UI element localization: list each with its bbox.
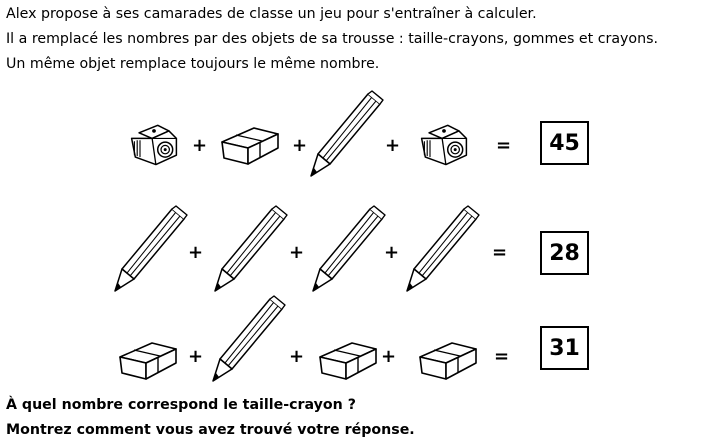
pencil-icon: [404, 205, 484, 295]
plus-sign: +: [289, 346, 305, 367]
equals-sign: =: [492, 242, 508, 263]
problem-intro: [6, 2, 658, 77]
intro-line-3: Un même objet remplace toujours le même nombre.: [6, 56, 380, 72]
pencil-icon: [308, 90, 388, 180]
plus-sign: +: [384, 242, 400, 263]
equation-row-2: [0, 203, 708, 295]
equation-row-3: [0, 293, 708, 388]
intro-line-1: Alex propose à ses camarades de classe un jeu pour s'entraîner à calculer.: [6, 6, 537, 22]
plus-sign: +: [188, 242, 204, 263]
plus-sign: +: [385, 135, 401, 156]
plus-sign: +: [289, 242, 305, 263]
intro-line-2: Il a remplacé les nombres par des objets de sa trousse : taille-crayons, gommes et crayons.: [6, 31, 659, 47]
plus-sign: +: [292, 135, 308, 156]
eraser-icon: [416, 337, 480, 383]
question-line-2: Montrez comment vous avez trouvé votre réponse.: [6, 422, 415, 438]
equals-sign: =: [494, 346, 510, 367]
result-box: 45: [540, 121, 589, 165]
question: [6, 393, 415, 443]
result-box: 28: [540, 231, 589, 275]
eraser-icon: [218, 122, 282, 168]
question-line-1: À quel nombre correspond le taille-crayon ?: [6, 397, 356, 413]
plus-sign: +: [188, 346, 204, 367]
sharpener-icon: [414, 116, 474, 172]
pencil-icon: [112, 205, 192, 295]
equals-sign: =: [496, 135, 512, 156]
plus-sign: +: [192, 135, 208, 156]
eraser-icon: [316, 337, 380, 383]
pencil-icon: [310, 205, 390, 295]
result-box: 31: [540, 326, 589, 370]
sharpener-icon: [124, 116, 184, 172]
plus-sign: +: [381, 346, 397, 367]
equation-row-1: [0, 88, 708, 180]
eraser-icon: [116, 337, 180, 383]
pencil-icon: [212, 205, 292, 295]
pencil-icon: [210, 295, 290, 385]
